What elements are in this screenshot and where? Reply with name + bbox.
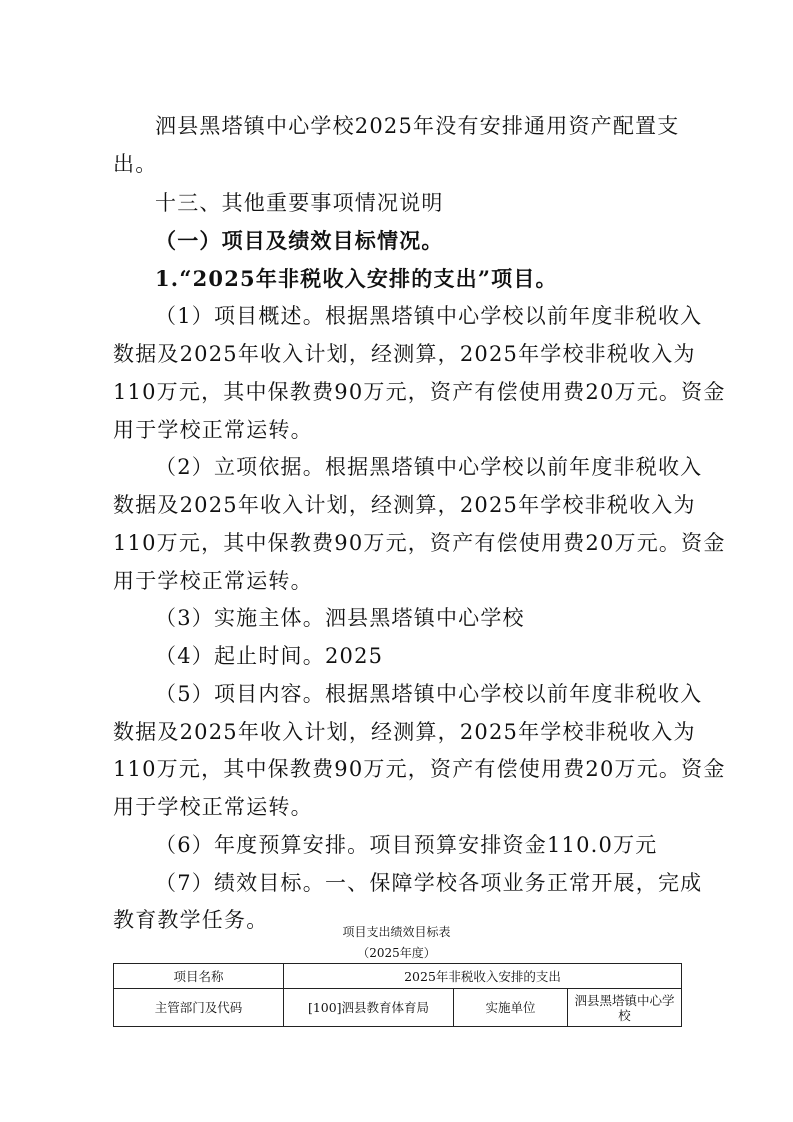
asset-paragraph-line: 泗县黑塔镇中心学校2025年没有安排通用资产配置支: [155, 114, 680, 138]
performance-table: [113, 963, 682, 1027]
basis-line: 110万元，其中保教费90万元，资产有偿使用费20万元。资金: [113, 531, 726, 555]
basis-line: 数据及2025年收入计划，经测算，2025年学校非税收入为: [113, 493, 696, 517]
entity-line: （3）实施主体。泗县黑塔镇中心学校: [155, 606, 525, 630]
content-line: 用于学校正常运转。: [113, 795, 313, 819]
goal-line: 教育教学任务。: [113, 908, 269, 932]
table-title: 项目支出绩效目标表: [342, 925, 451, 939]
subsection-heading: （一）项目及绩效目标情况。: [155, 228, 444, 253]
basis-line: 用于学校正常运转。: [113, 569, 313, 593]
department-value: [100]泗县教育体育局: [284, 989, 454, 1027]
table-subtitle: （2025年度）: [357, 946, 436, 960]
overview-line: 110万元，其中保教费90万元，资产有偿使用费20万元。资金: [113, 380, 726, 404]
overview-line: （1）项目概述。根据黑塔镇中心学校以前年度非税收入: [155, 304, 703, 328]
overview-line: 用于学校正常运转。: [113, 418, 313, 442]
content-line: 110万元，其中保教费90万元，资产有偿使用费20万元。资金: [113, 757, 726, 781]
overview-line: 数据及2025年收入计划，经测算，2025年学校非税收入为: [113, 342, 696, 366]
content-line: 数据及2025年收入计划，经测算，2025年学校非税收入为: [113, 720, 696, 744]
table-row: [114, 989, 682, 1027]
project-name-value: 2025年非税收入安排的支出: [284, 964, 682, 989]
table-row: [114, 964, 682, 989]
implementing-unit-value: 泗县黑塔镇中心学校: [568, 989, 682, 1027]
basis-line: （2）立项依据。根据黑塔镇中心学校以前年度非税收入: [155, 455, 703, 479]
asset-paragraph-line: 出。: [113, 152, 158, 176]
project-name-label: 项目名称: [114, 964, 284, 989]
period-line: （4）起止时间。2025: [155, 644, 384, 668]
project-title: 1.“2025年非税收入安排的支出”项目。: [155, 266, 558, 291]
content-line: （5）项目内容。根据黑塔镇中心学校以前年度非税收入: [155, 682, 703, 706]
section-heading: 十三、其他重要事项情况说明: [155, 191, 444, 215]
department-label: 主管部门及代码: [114, 989, 284, 1027]
budget-line: （6）年度预算安排。项目预算安排资金110.0万元: [155, 833, 658, 857]
goal-line: （7）绩效目标。一、保障学校各项业务正常开展，完成: [155, 871, 703, 895]
implementing-unit-label: 实施单位: [454, 989, 568, 1027]
